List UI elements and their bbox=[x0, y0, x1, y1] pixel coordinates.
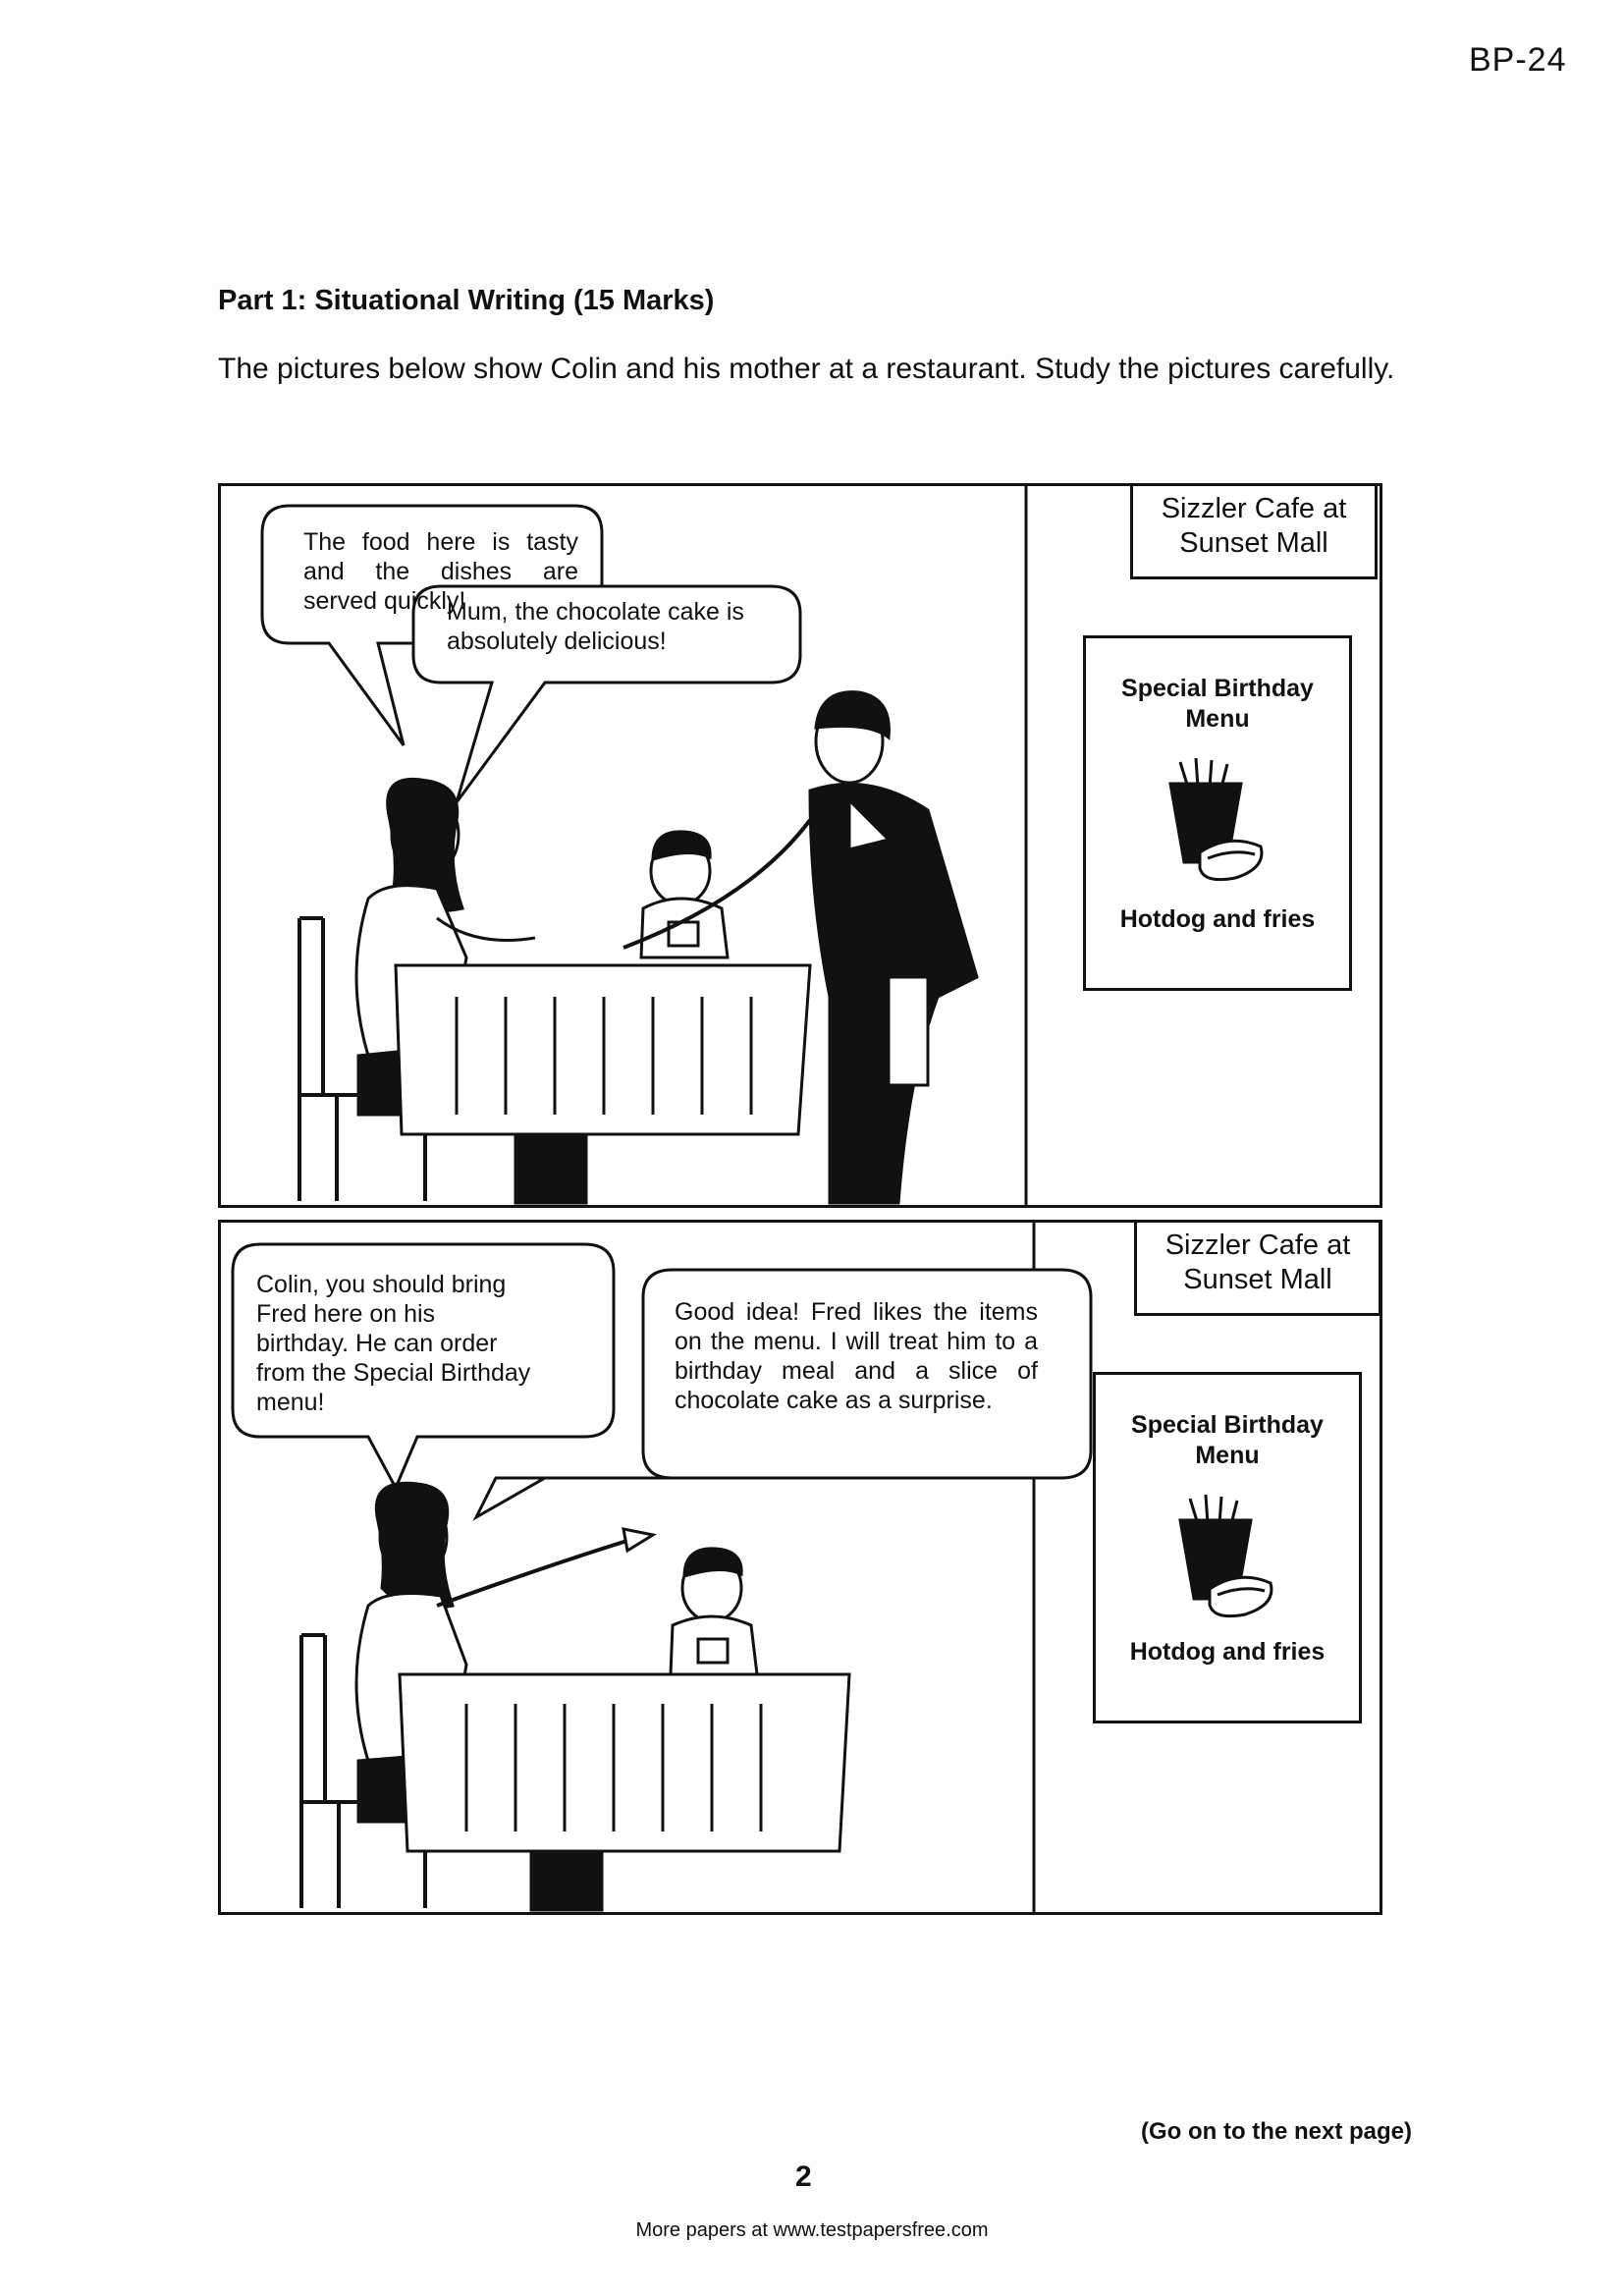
source-footer: More papers at www.testpapersfree.com bbox=[635, 2219, 989, 2241]
page-code: BP-24 bbox=[1469, 41, 1567, 79]
speech-bubble-mother bbox=[256, 1270, 600, 1417]
menu-title-line: Menu bbox=[1185, 705, 1250, 733]
menu-card bbox=[1083, 635, 1352, 991]
cafe-sign-line: Sizzler Cafe at bbox=[1164, 1230, 1351, 1261]
instructions: The pictures below show Colin and his mother at a restaurant. Study the pictures carefully. bbox=[218, 353, 1395, 385]
speech-text: Mum, the chocolate cake is absolutely delicious! bbox=[447, 598, 744, 655]
menu-title-line: Special Birthday bbox=[1121, 675, 1314, 702]
cafe-sign bbox=[1134, 1220, 1381, 1316]
menu-item: Hotdog and fries bbox=[1119, 905, 1316, 933]
menu-title bbox=[1086, 674, 1349, 735]
menu-title bbox=[1096, 1410, 1359, 1471]
comic-panel-2 bbox=[218, 1220, 1382, 1915]
speech-bubble-colin bbox=[447, 597, 781, 656]
speech-text: The food here is tasty and the dishes are served quickly! bbox=[303, 528, 578, 615]
next-page-note: (Go on to the next page) bbox=[1141, 2118, 1412, 2145]
speech-bubble-colin bbox=[675, 1297, 1038, 1415]
menu-card bbox=[1093, 1372, 1362, 1723]
section-heading: Part 1: Situational Writing (15 Marks) bbox=[218, 285, 715, 316]
speech-text: Colin, you should bring bbox=[256, 1271, 507, 1298]
menu-title-line: Special Birthday bbox=[1131, 1411, 1324, 1439]
comic-panel-1 bbox=[218, 483, 1382, 1208]
speech-text: Good idea! Fred likes the items on the menu. I will treat him to a birthday meal and a slice of chocolate cake as a surprise. bbox=[675, 1298, 1038, 1414]
cafe-sign-line: Sunset Mall bbox=[1179, 527, 1328, 559]
speech-text: menu! bbox=[256, 1389, 325, 1416]
speech-text: birthday. He can order bbox=[256, 1330, 498, 1357]
speech-text: Fred here on his bbox=[256, 1300, 436, 1328]
cafe-sign-line: Sizzler Cafe at bbox=[1161, 493, 1347, 524]
cafe-sign-line: Sunset Mall bbox=[1183, 1264, 1332, 1295]
page-number: 2 bbox=[795, 2160, 812, 2193]
speech-text: from the Special Birthday bbox=[256, 1359, 531, 1387]
hotdog-fries-image bbox=[1161, 1491, 1278, 1628]
menu-title-line: Menu bbox=[1195, 1442, 1260, 1469]
menu-item: Hotdog and fries bbox=[1129, 1638, 1326, 1666]
cafe-sign bbox=[1130, 483, 1378, 579]
hotdog-fries-image bbox=[1151, 754, 1269, 892]
